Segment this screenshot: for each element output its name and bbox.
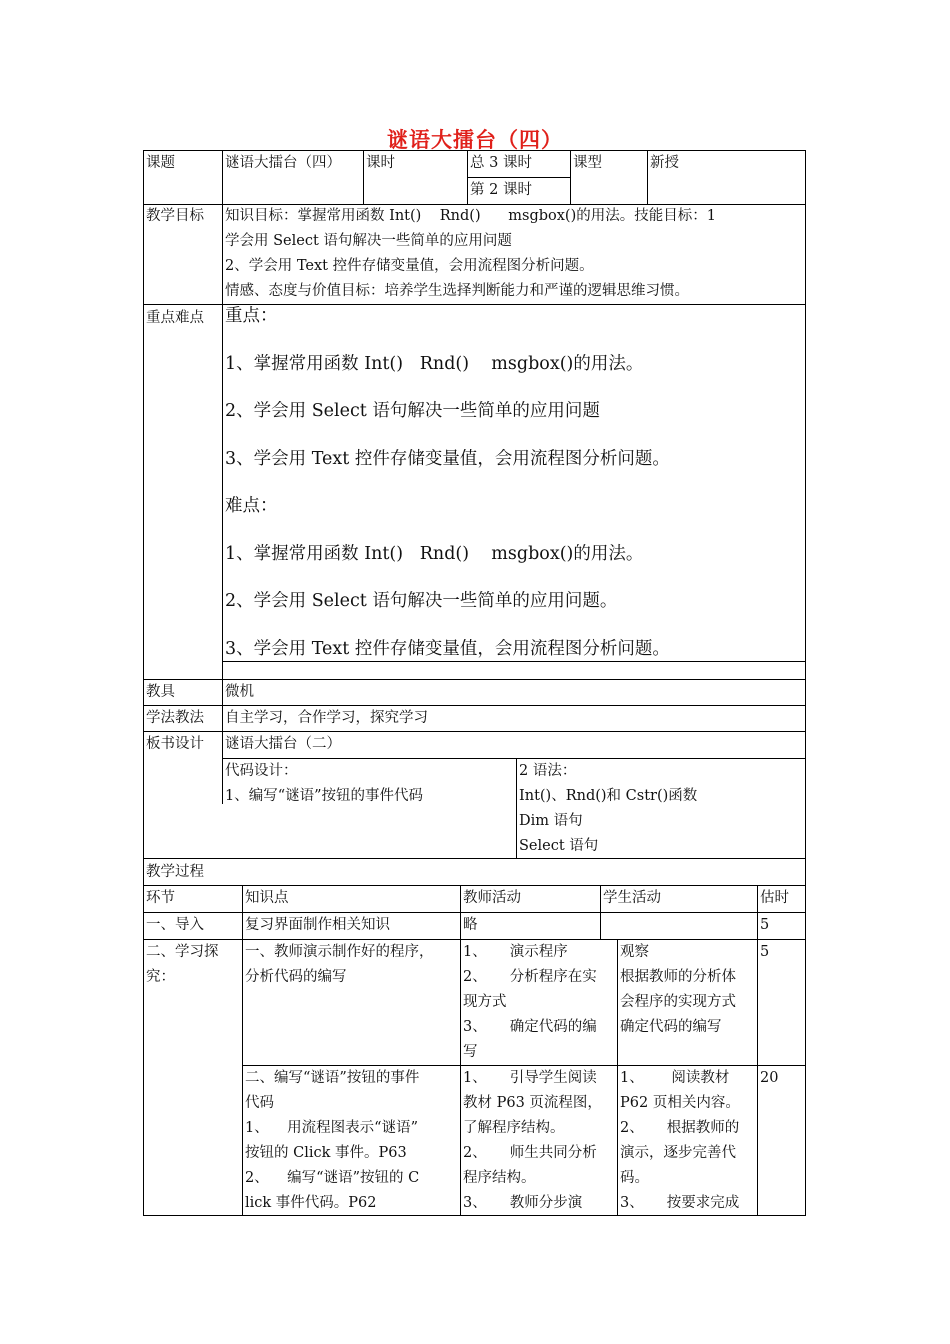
row3-student-5: 码。 <box>620 1170 649 1186</box>
course-label: 课题 <box>146 155 175 171</box>
type-value: 新授 <box>650 155 679 171</box>
board-right-line-3: Dim 语句 <box>519 813 583 829</box>
key-heading: 重点： <box>225 306 278 326</box>
row3-knowledge-2: 代码 <box>245 1095 274 1111</box>
row1-stage: 一、导入 <box>146 917 204 933</box>
hard-item-2: 2、学会用 Select 语句解决一些简单的应用问题。 <box>225 591 618 611</box>
row3-time: 20 <box>760 1070 779 1086</box>
course-value: 谜语大擂台（四） <box>225 155 341 171</box>
keypoints-label: 重点难点 <box>146 310 204 326</box>
process-label: 教学过程 <box>146 864 204 880</box>
row3-teacher-3: 了解程序结构。 <box>463 1120 565 1136</box>
document-title: 谜语大擂台（四） <box>387 127 563 152</box>
row2-student-2: 根据教师的分析体 <box>620 969 736 985</box>
board-right-line-1: 2 语法： <box>519 763 577 779</box>
hours-total: 总 3 课时 <box>470 155 532 171</box>
hours-label: 课时 <box>366 155 395 171</box>
row3-student-4: 演示，逐步完善代 <box>620 1145 736 1161</box>
row3-student-1: 1、 阅读教材 <box>620 1070 730 1086</box>
row2-time: 5 <box>760 944 770 960</box>
row3-teacher-1: 1、 引导学生阅读 <box>463 1070 597 1086</box>
hours-current: 第 2 课时 <box>470 182 532 198</box>
row3-teacher-4: 2、 师生共同分析 <box>463 1145 597 1161</box>
row3-knowledge-4: 按钮的 Click 事件。P63 <box>245 1145 407 1161</box>
row2-stage-2: 究： <box>146 969 175 985</box>
goals-label: 教学目标 <box>146 208 204 224</box>
col-time: 估时 <box>760 890 789 906</box>
key-item-2: 2、学会用 Select 语句解决一些简单的应用问题 <box>225 401 600 421</box>
row2-teacher-1: 1、 演示程序 <box>463 944 568 960</box>
row3-teacher-2: 教材 P63 页流程图， <box>463 1095 602 1111</box>
col-knowledge: 知识点 <box>245 890 289 906</box>
row3-knowledge-3: 1、 用流程图表示“谜语” <box>245 1120 418 1136</box>
row2-teacher-3: 现方式 <box>463 994 507 1010</box>
col-student: 学生活动 <box>603 890 661 906</box>
goals-line-4: 情感、态度与价值目标：培养学生选择判断能力和严谨的逻辑思维习惯。 <box>225 283 689 299</box>
row2-student-3: 会程序的实现方式 <box>620 994 736 1010</box>
board-label: 板书设计 <box>146 736 204 752</box>
tools-value: 微机 <box>225 684 254 700</box>
hard-item-1: 1、掌握常用函数 Int() Rnd() msgbox()的用法。 <box>225 544 644 564</box>
row2-knowledge-2: 分析代码的编写 <box>245 969 347 985</box>
row3-teacher-5: 程序结构。 <box>463 1170 536 1186</box>
board-left-line-1: 代码设计： <box>225 763 298 779</box>
row2-teacher-5: 写 <box>463 1044 478 1060</box>
row2-teacher-4: 3、 确定代码的编 <box>463 1019 597 1035</box>
row1-teacher: 略 <box>463 917 478 933</box>
row3-knowledge-5: 2、 编写“谜语”按钮的 C <box>245 1170 420 1186</box>
methods-value: 自主学习，合作学习，探究学习 <box>225 710 428 726</box>
board-title: 谜语大擂台（二） <box>225 736 341 752</box>
col-teacher: 教师活动 <box>463 890 521 906</box>
board-right-line-2: Int()、Rnd()和 Cstr()函数 <box>519 788 698 804</box>
row3-student-6: 3、 按要求完成 <box>620 1195 740 1211</box>
tools-label: 教具 <box>146 684 175 700</box>
row1-knowledge: 复习界面制作相关知识 <box>245 917 390 933</box>
row3-knowledge-6: lick 事件代码。P62 <box>245 1195 377 1211</box>
goals-line-2: 学会用 Select 语句解决一些简单的应用问题 <box>225 233 512 249</box>
row1-time: 5 <box>760 917 770 933</box>
board-left-line-2: 1、编写“谜语”按钮的事件代码 <box>225 788 424 804</box>
row2-teacher-2: 2、 分析程序在实 <box>463 969 597 985</box>
row2-student-4: 确定代码的编写 <box>620 1019 722 1035</box>
hard-item-3: 3、学会用 Text 控件存储变量值，会用流程图分析问题。 <box>225 639 670 659</box>
row3-student-2: P62 页相关内容。 <box>620 1095 740 1111</box>
row3-teacher-6: 3、 教师分步演 <box>463 1195 583 1211</box>
row2-knowledge-1: 一、教师演示制作好的程序， <box>245 944 434 960</box>
row3-knowledge-1: 二、编写“谜语”按钮的事件 <box>245 1070 420 1086</box>
board-right-line-4: Select 语句 <box>519 838 599 854</box>
row2-student-1: 观察 <box>620 944 649 960</box>
col-stage: 环节 <box>146 890 175 906</box>
key-item-1: 1、掌握常用函数 Int() Rnd() msgbox()的用法。 <box>225 354 644 374</box>
type-label: 课型 <box>573 155 602 171</box>
methods-label: 学法教法 <box>146 710 204 726</box>
row2-stage-1: 二、学习探 <box>146 944 219 960</box>
goals-line-3: 2、学会用 Text 控件存储变量值，会用流程图分析问题。 <box>225 258 594 274</box>
row3-student-3: 2、 根据教师的 <box>620 1120 740 1136</box>
goals-line-1: 知识目标：掌握常用函数 Int() Rnd() msgbox()的用法。技能目标：1 <box>225 208 716 224</box>
hard-heading: 难点： <box>225 496 278 516</box>
key-item-3: 3、学会用 Text 控件存储变量值，会用流程图分析问题。 <box>225 449 670 469</box>
